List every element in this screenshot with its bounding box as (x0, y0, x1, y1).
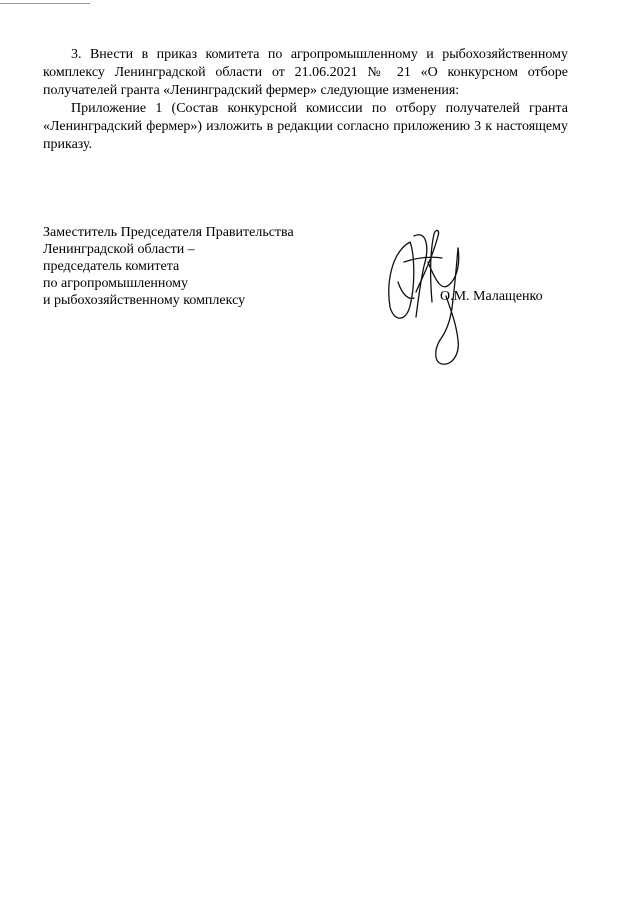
position-line: Заместитель Председателя Правительства (43, 225, 294, 240)
position-line: и рыбохозяйственному комплексу (43, 293, 246, 308)
handwritten-signature (380, 222, 490, 372)
paragraph-appendix: Приложение 1 (Состав конкурсной комиссии по отбору получателей гранта «Ленинградский фермер») изложить в редакции согласно приложению 3 к настоящему приказу. (43, 101, 568, 152)
top-rule (0, 3, 90, 4)
signer-name: О.М. Малащенко (440, 289, 543, 304)
paragraph-amendment: 3. Внести в приказ комитета по агропромышленному и рыбохозяйственному комплексу Ленинградской области от 21.06.2021 № 21 «О конкурсном отборе получателей гранта «Ленинградский фермер» следующие изменения: (43, 47, 568, 98)
signatory-position (43, 224, 294, 309)
position-line: председатель комитета (43, 259, 180, 274)
position-line: по агропромышленному (43, 276, 188, 291)
position-line: Ленинградской области – (43, 242, 195, 257)
